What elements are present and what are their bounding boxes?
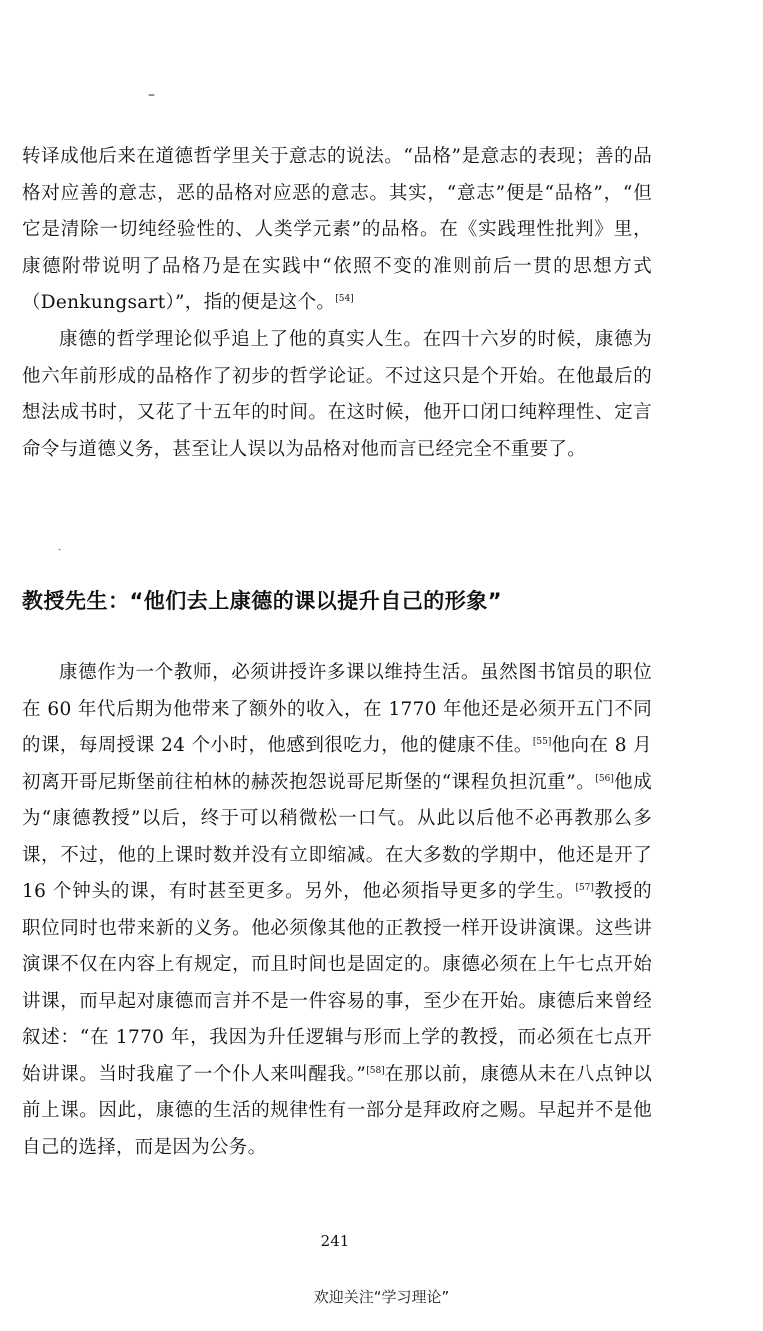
paragraph-text: 他成为“康德教授”以后，终于可以稍微松一口气。从此以后他不必再教那么多课，不过，他的上课时数并没有立即缩减。在大多数的学期中，他还是开了 16 个钟头的课，有时甚至更多。另外，他必须指导更多的学生。 (22, 771, 653, 902)
header-mark: – (148, 87, 155, 103)
paragraph-text: 转译成他后来在道德哲学里关于意志的说法。“品格”是意志的表现；善的品格对应善的意志，恶的品格对应恶的意志。其实，“意志”便是“品格”，“但它是清除一切纯经验性的、人类学元素”的品格。在《实践理性批判》里，康德附带说明了品格乃是在实践中“依照不变的准则前后一贯的思想方式（Denkungsart）”，指的便是这个。 (22, 146, 652, 313)
paragraph-text: 教授的职位同时也带来新的义务。他必须像其他的正教授一样开设讲演课。这些讲演课不仅在内容上有规定，而且时间也是固定的。康德必须在上午七点开始讲课，而早起对康德而言并不是一件容易的事，至少在开始。康德后来曾经叙述：“在 1770 年，我因为升任逻辑与形而上学的教授，而必须在七点开始讲课。当时我雇了一个仆人来叫醒我。” (22, 881, 652, 1085)
paragraph-text: 康德作为一个教师，必须讲授许多课以维持生活。虽然图书馆员的职位在 60 年代后期为他带来了额外的收入，在 1770 年他还是必须开五门不同的课，每周授课 24 个小时，他感到很吃力，他的健康不佳。 (22, 662, 652, 756)
paragraph-text: 康德的哲学理论似乎追上了他的真实人生。在四十六岁的时候，康德为他六年前形成的品格作了初步的哲学论证。不过这只是个开始。在他最后的想法成书时，又花了十五年的时间。在这时候，他开口闭口纯粹理性、定言命令与道德义务，甚至让人误以为品格对他而言已经完全不重要了。 (22, 329, 652, 460)
stray-mark: ˎ (58, 540, 62, 551)
paragraph (22, 322, 652, 468)
footnote-ref: [57] (575, 882, 594, 893)
page-number: 241 (320, 1232, 350, 1250)
section-heading: 教授先生：“他们去上康德的课以提升自己的形象” (22, 589, 503, 613)
paragraph-continuation (22, 139, 652, 322)
paragraph-text: 他向在 8 月初离开哥尼斯堡前往柏林的赫茨抱怨说哥尼斯堡的“课程负担沉重”。 (22, 735, 652, 793)
footnote-ref: [55] (532, 736, 552, 747)
section-paragraph (22, 655, 652, 1166)
paragraph-text: 在那以前，康德从未在八点钟以前上课。因此，康德的生活的规律性有一部分是拜政府之赐。早起并不是他自己的选择，而是因为公务。 (22, 1063, 652, 1158)
footnote-ref: [56] (595, 773, 614, 784)
footer-note: 欢迎关注“学习理论” (313, 1288, 450, 1306)
footnote-ref: [58] (366, 1065, 385, 1076)
footnote-ref: [54] (335, 293, 354, 304)
